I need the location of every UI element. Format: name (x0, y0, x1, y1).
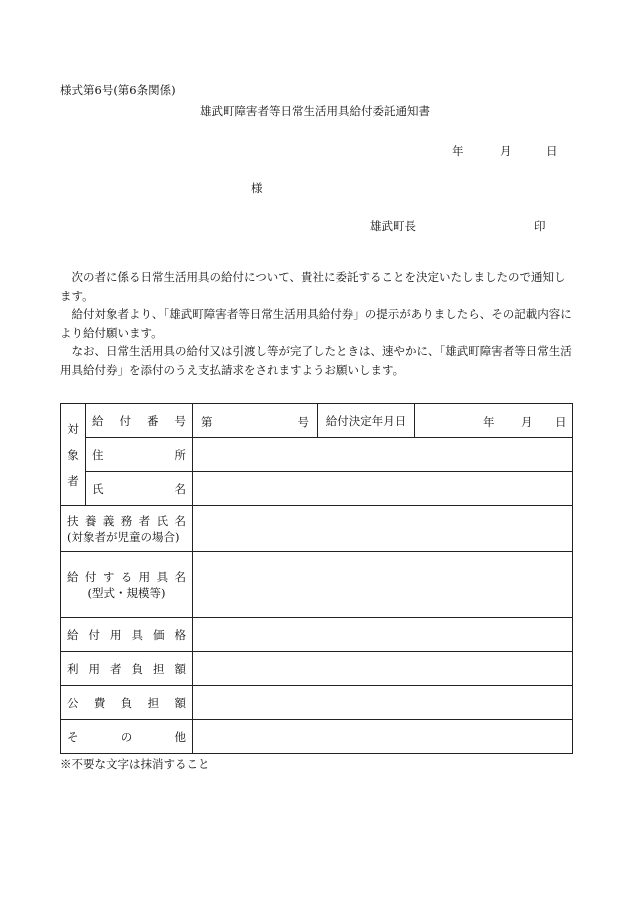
price-field (193, 618, 573, 652)
decision-month: 月 (521, 415, 533, 429)
date-year: 年 (452, 144, 464, 158)
number-prefix: 第 (201, 415, 213, 429)
target-person-header: 対 象 者 (61, 404, 86, 506)
body-paragraph-2: 給付対象者より、「雄武町障害者等日常生活用具給付券」の提示がありましたら、その記載内容により給付願います。 (60, 307, 572, 340)
date-month: 月 (500, 144, 512, 158)
document-title: 雄武町障害者等日常生活用具給付委託通知書 (200, 104, 430, 118)
decision-day: 日 (555, 415, 567, 429)
footnote: ※不要な文字は抹消すること (60, 757, 210, 771)
body-paragraph-3: なお、日常生活用具の給付又は引渡し等が完了したときは、速やかに、「雄武町障害者等日常生活用具給付券」を添付のうえ支払請求をされますようお願いします。 (60, 344, 572, 377)
number-suffix: 号 (297, 415, 309, 429)
decision-year: 年 (483, 415, 495, 429)
guardian-label: 扶養義務者氏名 (対象者が児童の場合) (61, 506, 193, 552)
seal-mark: 印 (534, 219, 546, 233)
name-label: 氏名 (86, 472, 193, 506)
user-burden-label: 利用者負担額 (61, 652, 193, 686)
public-burden-label: 公費負担額 (61, 686, 193, 720)
grant-number-field (193, 404, 318, 438)
date-day: 日 (546, 144, 558, 158)
grant-number-label: 給付番号 (86, 404, 193, 438)
guardian-field (193, 506, 573, 552)
body-paragraph-1: 次の者に係る日常生活用具の給付について、貴社に委託することを決定いたしましたので通知します。 (60, 270, 566, 303)
decision-date-label: 給付決定年月日 (318, 404, 415, 438)
price-label: 給付用具価格 (61, 618, 193, 652)
other-field (193, 720, 573, 754)
name-field (193, 472, 573, 506)
public-burden-field (193, 686, 573, 720)
addressee-honorific: 様 (251, 181, 263, 195)
user-burden-field (193, 652, 573, 686)
sender-name: 雄武町長 (370, 219, 416, 233)
details-table (60, 403, 573, 754)
decision-date-field (415, 404, 573, 438)
notice-body (60, 268, 575, 379)
equipment-name-label: 給付する用具名 (型式・規模等) (61, 552, 193, 618)
form-number-label: 様式第6号(第6条関係) (60, 83, 176, 97)
address-label: 住所 (86, 438, 193, 472)
other-label: その他 (61, 720, 193, 754)
address-field (193, 438, 573, 472)
equipment-name-field (193, 552, 573, 618)
